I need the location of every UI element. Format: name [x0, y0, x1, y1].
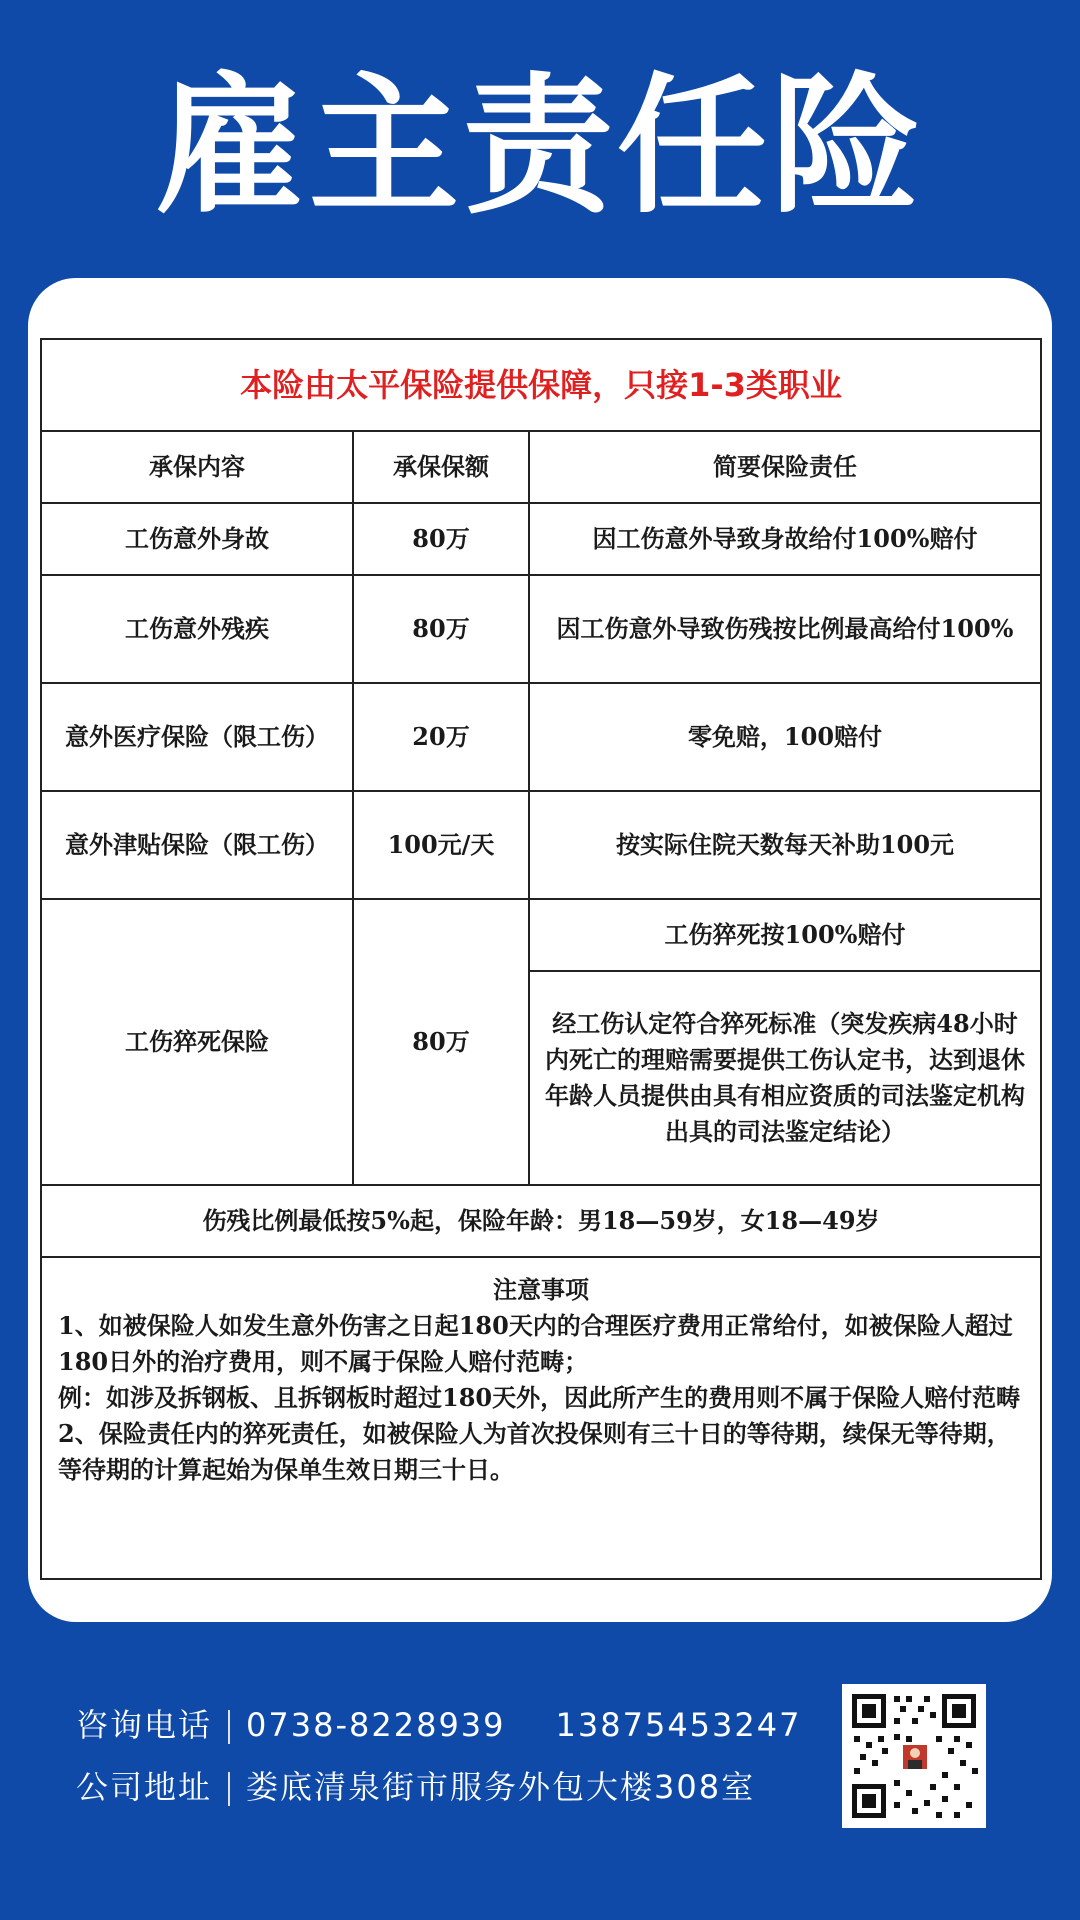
coverage-description: 按实际住院天数每天补助100元 — [529, 791, 1041, 899]
qr-code-icon — [842, 1684, 986, 1828]
table-row — [41, 899, 1041, 971]
table-row — [41, 791, 1041, 899]
table-header — [41, 431, 1041, 503]
phone-number-1[interactable]: 0738-8228939 — [246, 1706, 506, 1744]
coverage-description: 因工伤意外导致伤残按比例最高给付100% — [529, 575, 1041, 683]
coverage-description: 零免赔，100赔付 — [529, 683, 1041, 791]
coverage-description: 工伤猝死按100%赔付 — [529, 899, 1041, 971]
address-label: 公司地址 — [76, 1768, 213, 1806]
coverage-description-detail: 经工伤认定符合猝死标准（突发疾病48小时内死亡的理赔需要提供工伤认定书，达到退休年龄人员提供由具有相应资质的司法鉴定机构出具的司法鉴定结论） — [529, 971, 1041, 1185]
header-coverage-item: 承保内容 — [41, 431, 353, 503]
table-row — [41, 683, 1041, 791]
coverage-item: 工伤猝死保险 — [41, 899, 353, 1185]
phone-number-2[interactable]: 13875453247 — [555, 1706, 802, 1744]
coverage-amount: 80万 — [353, 503, 529, 575]
coverage-card — [28, 278, 1052, 1622]
coverage-amount: 20万 — [353, 683, 529, 791]
coverage-amount: 100元/天 — [353, 791, 529, 899]
age-disability-note: 伤残比例最低按5%起，保险年龄：男18—59岁，女18—49岁 — [41, 1185, 1041, 1257]
divider — [228, 1710, 230, 1744]
notes-line: 2、保险责任内的猝死责任，如被保险人为首次投保则有三十日的等待期，续保无等待期，等待期的计算起始为保单生效日期三十日。 — [58, 1419, 1011, 1484]
notes-title: 注意事项 — [493, 1275, 589, 1304]
notes-line: 1、如被保险人如发生意外伤害之日起180天内的合理医疗费用正常给付，如被保险人超过180日外的治疗费用，则不属于保险人赔付范畴； — [58, 1311, 1013, 1376]
insurer-banner: 本险由太平保险提供保障，只接1-3类职业 — [41, 339, 1041, 431]
qr-code — [842, 1684, 986, 1828]
phone-label: 咨询电话 — [76, 1706, 213, 1744]
notes-section — [41, 1257, 1041, 1579]
header-coverage-amount: 承保保额 — [353, 431, 529, 503]
coverage-description: 因工伤意外导致身故给付100%赔付 — [529, 503, 1041, 575]
company-address: 娄底清泉街市服务外包大楼308室 — [246, 1768, 756, 1806]
coverage-amount: 80万 — [353, 575, 529, 683]
header-coverage-description: 简要保险责任 — [529, 431, 1041, 503]
coverage-item: 意外津贴保险（限工伤） — [41, 791, 353, 899]
poster-title: 雇主责任险 — [154, 60, 925, 234]
coverage-table — [40, 338, 1042, 1580]
coverage-item: 工伤意外残疾 — [41, 575, 353, 683]
age-disability-note-row — [41, 1185, 1041, 1257]
divider — [228, 1772, 230, 1806]
notes-line: 例：如涉及拆钢板、且拆钢板时超过180天外，因此所产生的费用则不属于保险人赔付范畴 — [58, 1383, 1021, 1412]
contact-phone-line — [76, 1700, 801, 1746]
coverage-amount: 80万 — [353, 899, 529, 1185]
company-address-line — [76, 1762, 755, 1808]
table-row — [41, 503, 1041, 575]
coverage-item: 意外医疗保险（限工伤） — [41, 683, 353, 791]
coverage-item: 工伤意外身故 — [41, 503, 353, 575]
table-row — [41, 575, 1041, 683]
